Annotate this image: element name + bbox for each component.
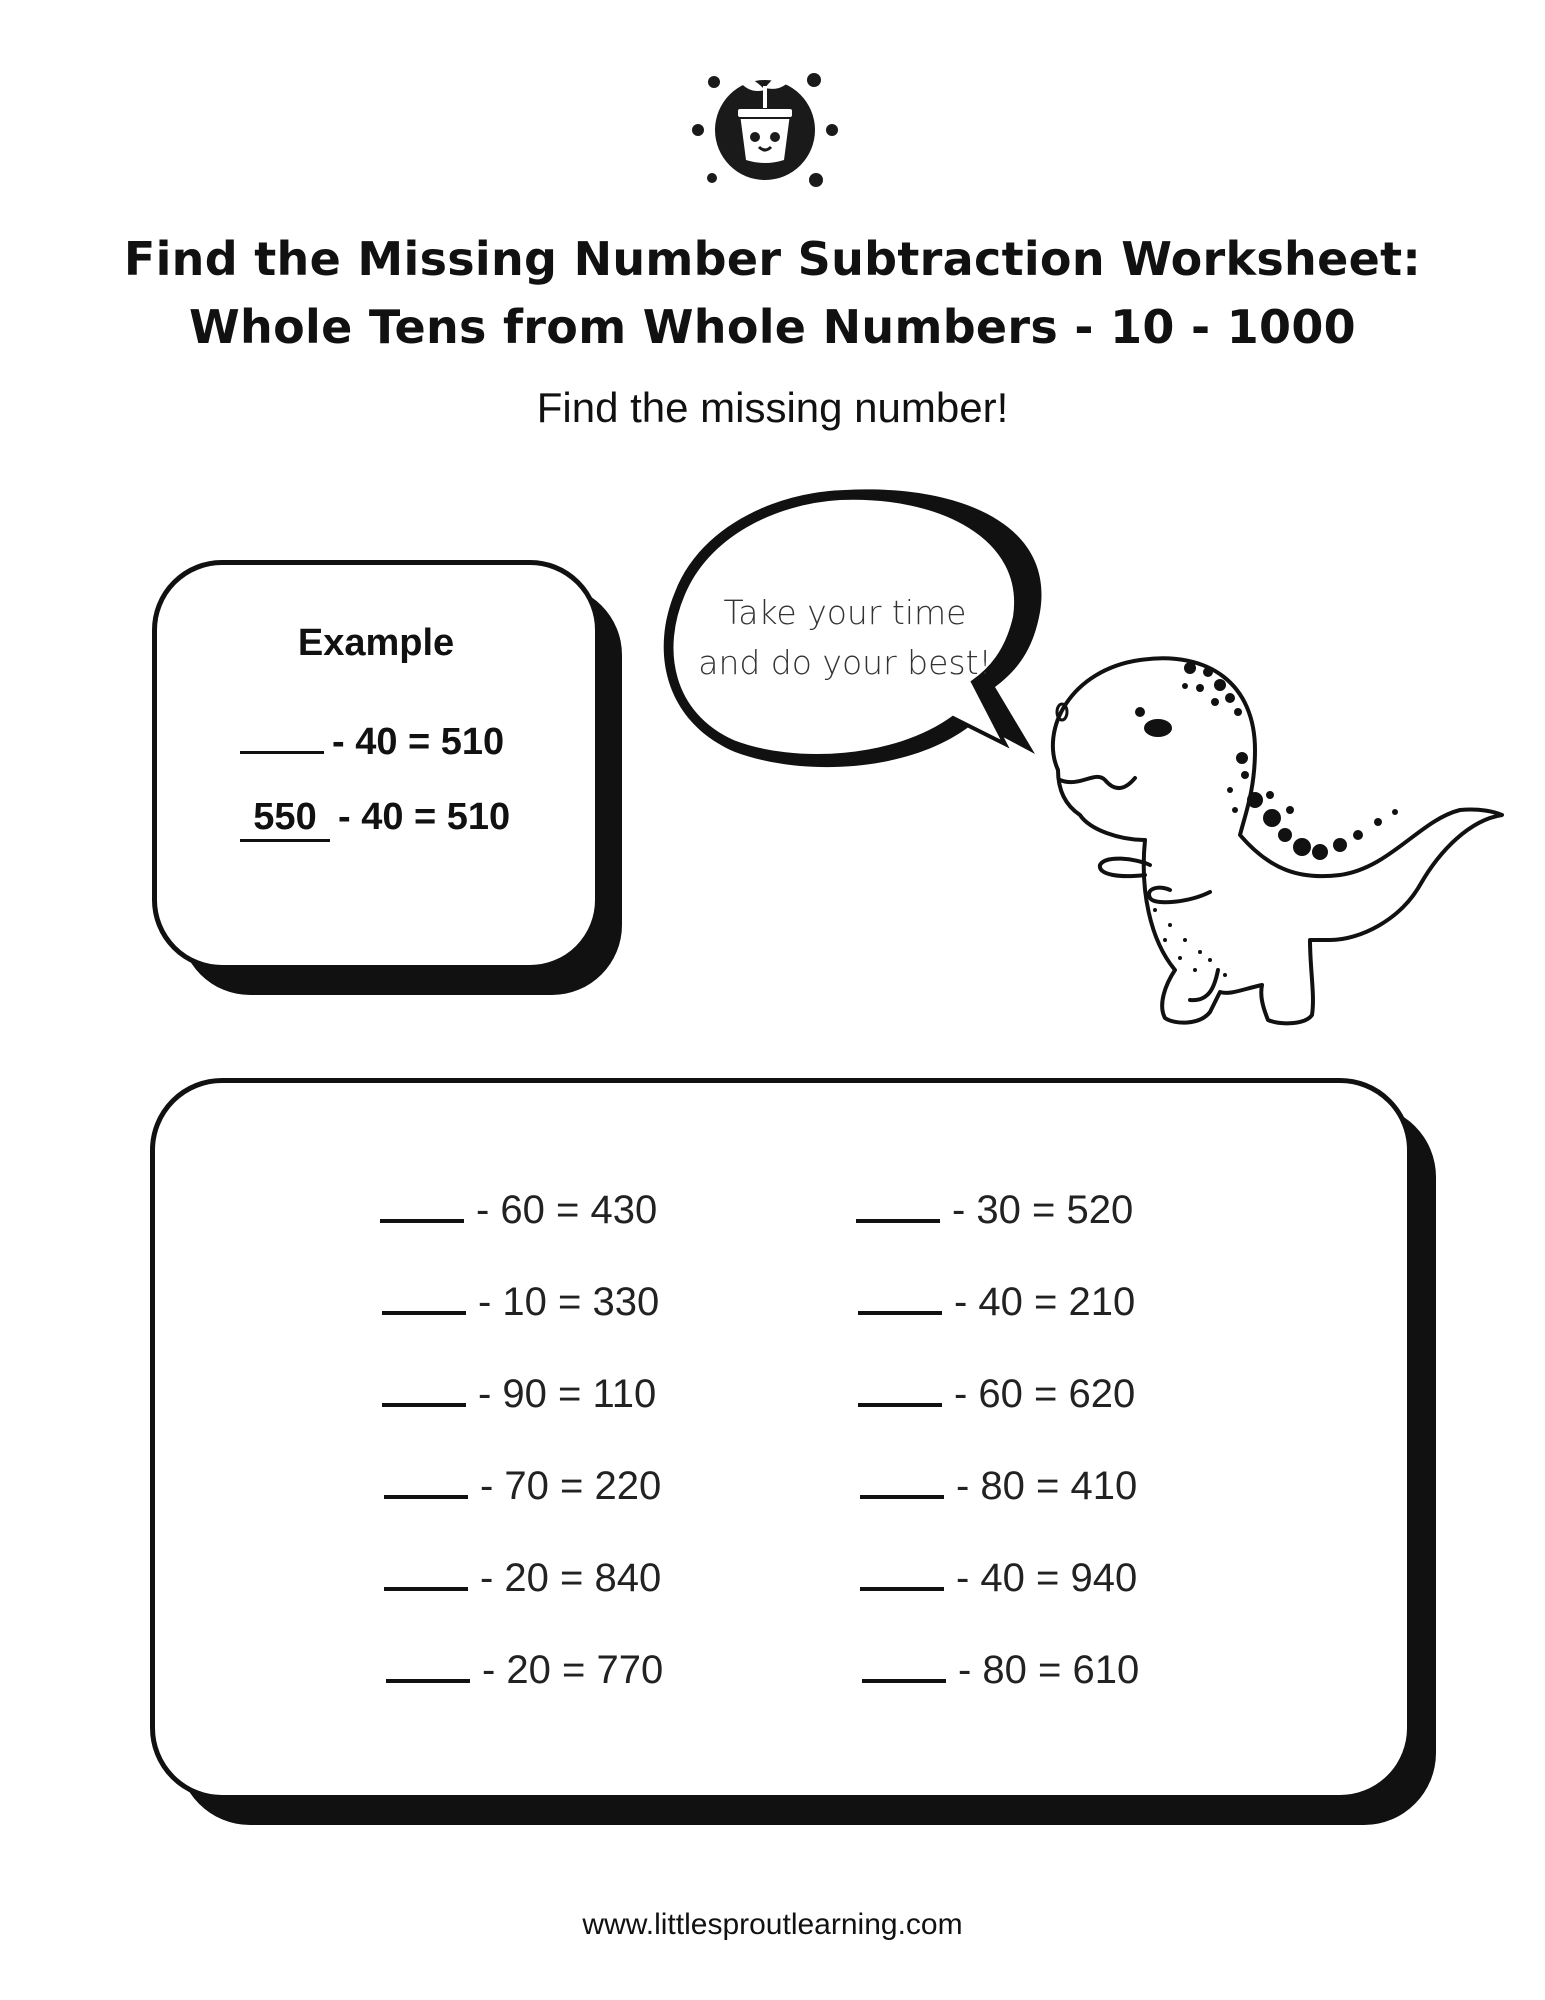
speech-bubble-line-1: Take your time: [723, 593, 967, 632]
example-solution: [240, 796, 510, 842]
problem-left-2: [382, 1280, 659, 1325]
dinosaur-illustration: [1040, 640, 1510, 1060]
problem-right-5: [860, 1556, 1137, 1601]
problem-text: - 10 = 330: [478, 1280, 660, 1324]
answer-blank[interactable]: [380, 1189, 464, 1223]
problem-left-5: [384, 1556, 661, 1601]
website-footer-link[interactable]: www.littlesproutlearning.com: [582, 1908, 963, 1941]
problem-right-3: [858, 1372, 1135, 1417]
problem-text: - 20 = 840: [480, 1556, 662, 1600]
problem-right-6: [862, 1648, 1139, 1693]
instructions: Find the missing number!: [536, 384, 1009, 431]
answer-blank[interactable]: [856, 1189, 940, 1223]
problem-text: - 40 = 940: [956, 1556, 1138, 1600]
answer-blank[interactable]: [382, 1373, 466, 1407]
worksheet-title-line-2: Whole Tens from Whole Numbers - 10 - 1000: [189, 300, 1356, 354]
answer-blank[interactable]: [384, 1557, 468, 1591]
sprout-pot-logo-icon: [680, 52, 850, 202]
problems-box: [150, 1078, 1412, 1800]
problem-right-1: [856, 1188, 1133, 1233]
problem-text: - 20 = 770: [482, 1648, 664, 1692]
problem-text: - 60 = 430: [476, 1188, 658, 1232]
problem-left-3: [382, 1372, 656, 1417]
speech-bubble-line-2: and do your best!: [698, 643, 992, 682]
example-answer-blank: [240, 718, 324, 754]
problem-text: - 90 = 110: [478, 1372, 657, 1416]
problem-left-1: [380, 1188, 657, 1233]
problem-text: - 60 = 620: [954, 1372, 1136, 1416]
problem-right-4: [860, 1464, 1137, 1509]
answer-blank[interactable]: [860, 1557, 944, 1591]
problem-text: - 80 = 410: [956, 1464, 1138, 1508]
example-answer: 550: [240, 796, 330, 842]
speech-bubble-text: [680, 588, 1010, 688]
problem-left-4: [384, 1464, 661, 1509]
problem-text: - 80 = 610: [958, 1648, 1140, 1692]
example-problem-text: - 40 = 510: [332, 721, 505, 763]
problem-left-6: [386, 1648, 663, 1693]
answer-blank[interactable]: [384, 1465, 468, 1499]
answer-blank[interactable]: [858, 1373, 942, 1407]
problem-text: - 40 = 210: [954, 1280, 1136, 1324]
worksheet-title-line-1: Find the Missing Number Subtraction Worksheet:: [123, 232, 1422, 286]
problem-text: - 70 = 220: [480, 1464, 662, 1508]
answer-blank[interactable]: [862, 1649, 946, 1683]
answer-blank[interactable]: [858, 1281, 942, 1315]
example-problem: [240, 718, 504, 764]
example-heading: Example: [297, 622, 455, 664]
answer-blank[interactable]: [860, 1465, 944, 1499]
answer-blank[interactable]: [386, 1649, 470, 1683]
problem-right-2: [858, 1280, 1135, 1325]
answer-blank[interactable]: [382, 1281, 466, 1315]
example-solution-text: - 40 = 510: [338, 796, 511, 838]
problem-text: - 30 = 520: [952, 1188, 1134, 1232]
